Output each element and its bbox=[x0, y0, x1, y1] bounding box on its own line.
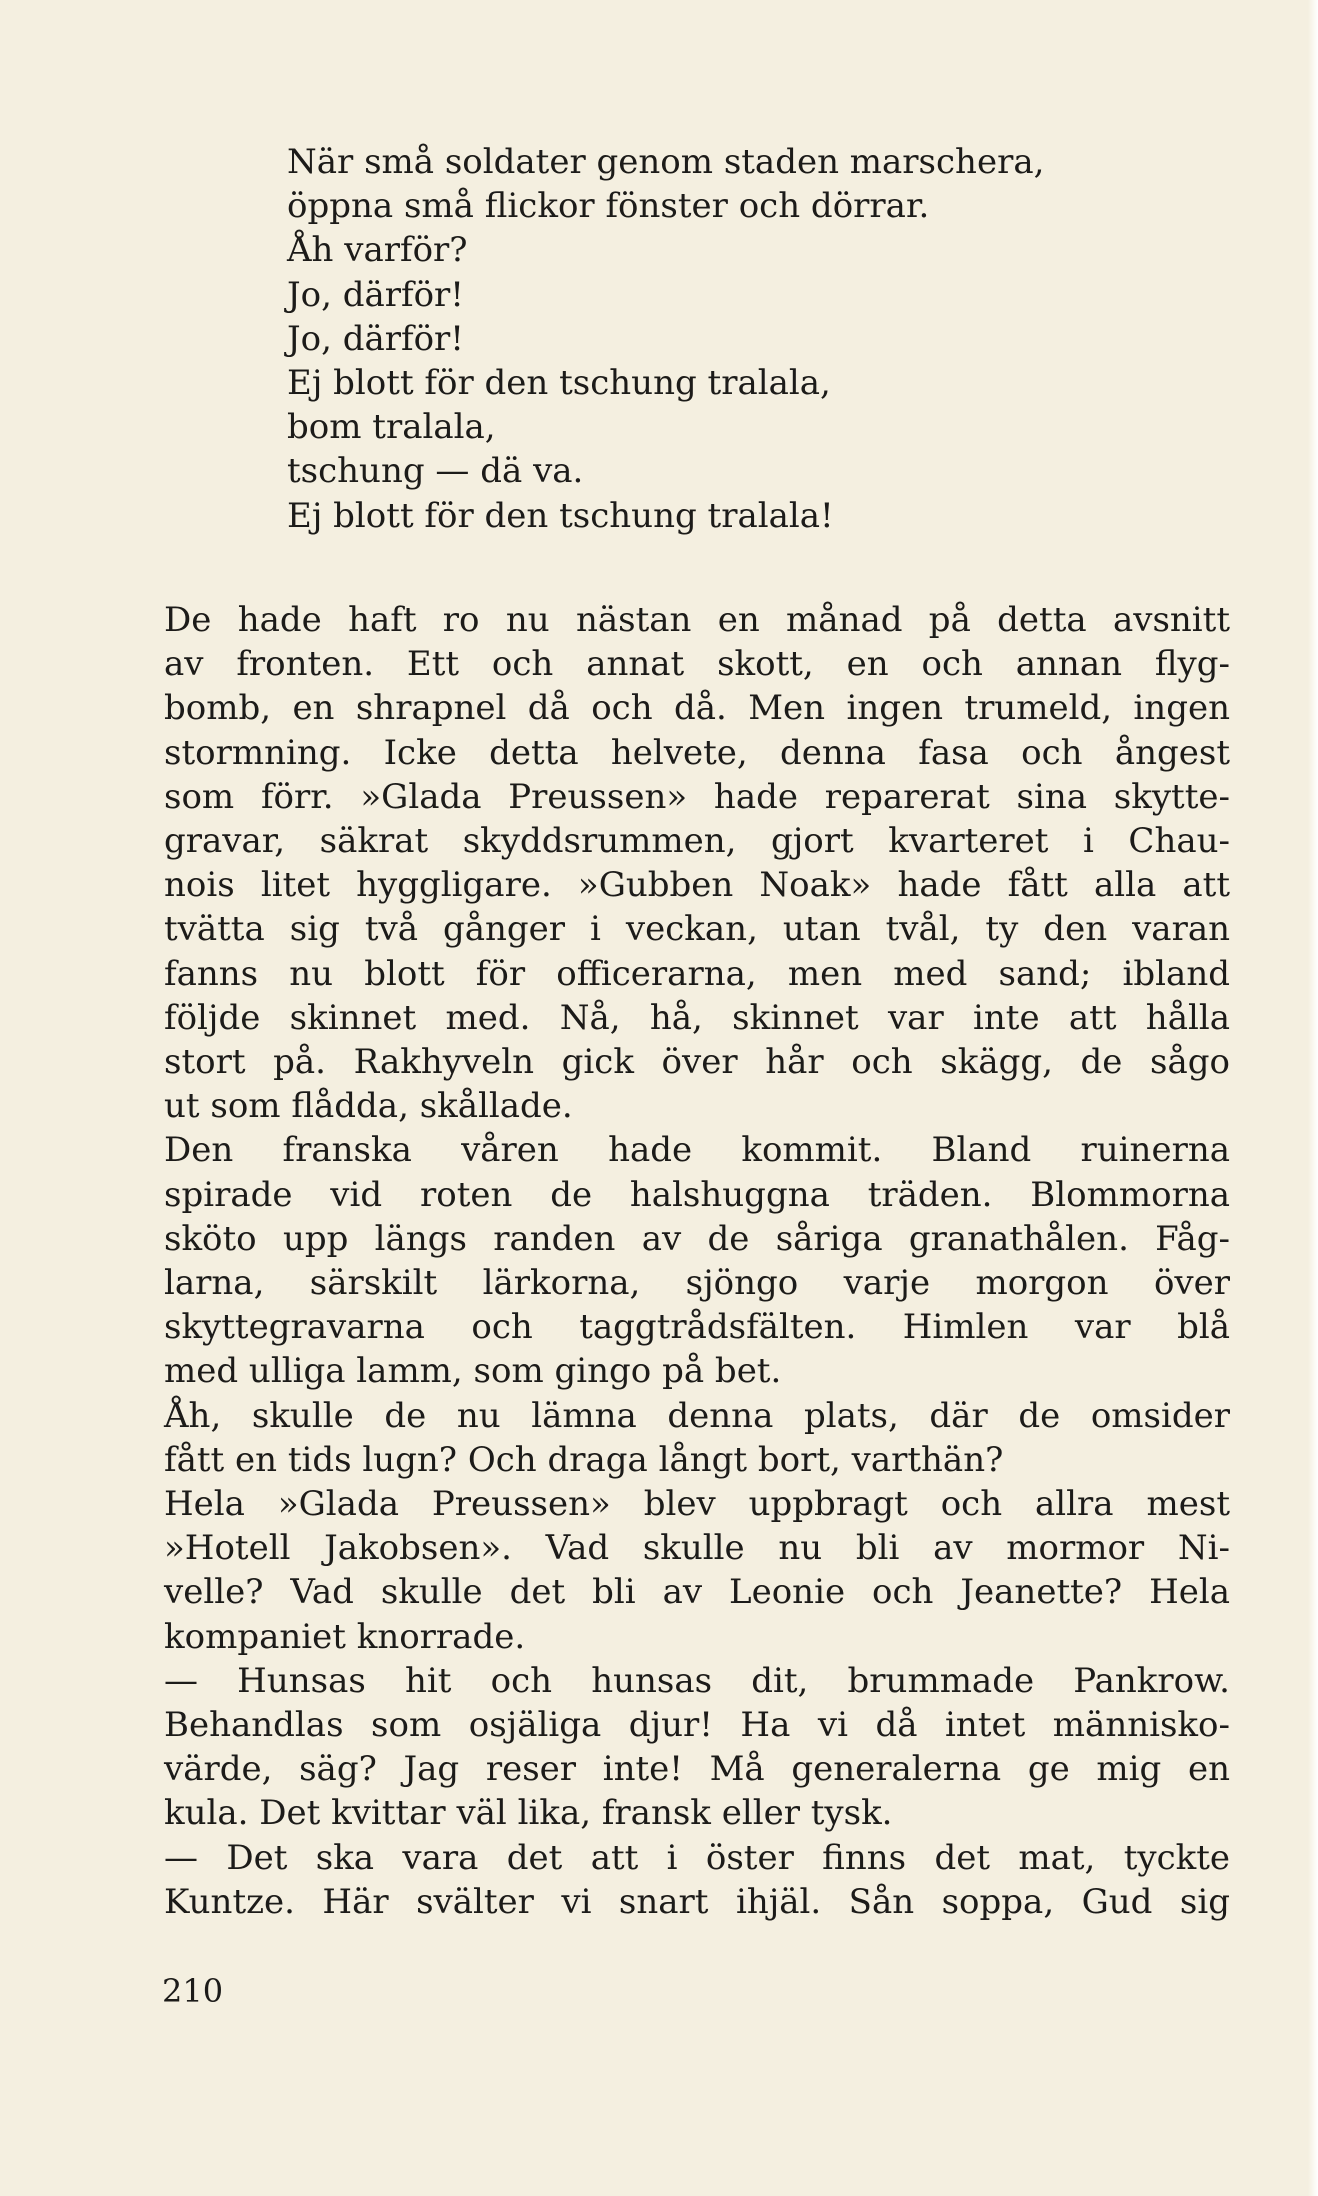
poem-line: Jo, därför! bbox=[287, 318, 464, 359]
poem-line: Jo, därför! bbox=[287, 274, 464, 315]
prose-line: ut som flådda, skållade. bbox=[164, 1086, 573, 1127]
poem-line: Ej blott för den tschung tralala! bbox=[287, 495, 834, 536]
prose-line: av fronten. Ett och annat skott, en och annan flyg- bbox=[164, 644, 1230, 685]
prose-line: stormning. Icke detta helvete, denna fasa och ångest bbox=[164, 732, 1230, 773]
poem-line: öppna små flickor fönster och dörrar. bbox=[287, 186, 930, 227]
prose-line: nois litet hyggligare. »Gubben Noak» hade fått alla att bbox=[164, 865, 1230, 906]
prose-line: Behandlas som osjäliga djur! Ha vi då intet människo- bbox=[164, 1705, 1230, 1746]
page-number: 210 bbox=[162, 1972, 224, 2010]
prose-line: Kuntze. Här svälter vi snart ihjäl. Sån soppa, Gud sig bbox=[164, 1881, 1230, 1922]
prose-line: Åh, skulle de nu lämna denna plats, där de omsider bbox=[164, 1395, 1230, 1436]
prose-line: gravar, säkrat skyddsrummen, gjort kvarteret i Chau- bbox=[164, 821, 1230, 862]
page-edge bbox=[1308, 0, 1318, 2196]
prose-line: med ulliga lamm, som gingo på bet. bbox=[164, 1351, 782, 1392]
poem-line: bom tralala, bbox=[287, 407, 496, 448]
prose-line: stort på. Rakhyveln gick över hår och skägg, de sågo bbox=[164, 1042, 1230, 1083]
prose-block bbox=[164, 598, 1230, 1924]
prose-line: kula. Det kvittar väl lika, fransk eller tysk. bbox=[164, 1793, 893, 1834]
prose-line: följde skinnet med. Nå, hå, skinnet var inte att hålla bbox=[164, 997, 1230, 1038]
prose-line: — Det ska vara det att i öster finns det mat, tyckte bbox=[164, 1837, 1230, 1878]
prose-line: tvätta sig två gånger i veckan, utan tvål, ty den varan bbox=[164, 909, 1230, 950]
prose-line: Den franska våren hade kommit. Bland ruinerna bbox=[164, 1130, 1230, 1171]
poem-line: När små soldater genom staden marschera, bbox=[287, 142, 1045, 182]
prose-line: bomb, en shrapnel då och då. Men ingen trumeld, ingen bbox=[164, 688, 1230, 729]
poem-block bbox=[287, 140, 1318, 538]
prose-line: kompaniet knorrade. bbox=[164, 1616, 526, 1657]
poem-line: tschung — dä va. bbox=[287, 451, 584, 492]
prose-line: De hade haft ro nu nästan en månad på detta avsnitt bbox=[164, 600, 1230, 640]
prose-line: spirade vid roten de halshuggna träden. Blommorna bbox=[164, 1174, 1230, 1215]
prose-line: skyttegravarna och taggtrådsfälten. Himlen var blå bbox=[164, 1307, 1230, 1348]
prose-line: larna, särskilt lärkorna, sjöngo varje morgon över bbox=[164, 1263, 1230, 1304]
prose-line: värde, säg? Jag reser inte! Må generalerna ge mig en bbox=[164, 1749, 1230, 1790]
prose-line: fått en tids lugn? Och draga långt bort, varthän? bbox=[164, 1439, 1004, 1480]
prose-line: som förr. »Glada Preussen» hade reparerat sina skytte- bbox=[164, 776, 1230, 817]
prose-line: — Hunsas hit och hunsas dit, brummade Pankrow. bbox=[164, 1660, 1230, 1701]
prose-line: fanns nu blott för officerarna, men med sand; ibland bbox=[164, 953, 1230, 994]
prose-line: Hela »Glada Preussen» blev uppbragt och allra mest bbox=[164, 1484, 1230, 1525]
poem-line: Åh varför? bbox=[287, 230, 468, 271]
prose-line: velle? Vad skulle det bli av Leonie och Jeanette? Hela bbox=[164, 1572, 1230, 1613]
poem-line: Ej blott för den tschung tralala, bbox=[287, 363, 831, 404]
prose-line: »Hotell Jakobsen». Vad skulle nu bli av mormor Ni- bbox=[164, 1528, 1230, 1569]
prose-line: sköto upp längs randen av de såriga granathålen. Fåg- bbox=[164, 1218, 1230, 1259]
